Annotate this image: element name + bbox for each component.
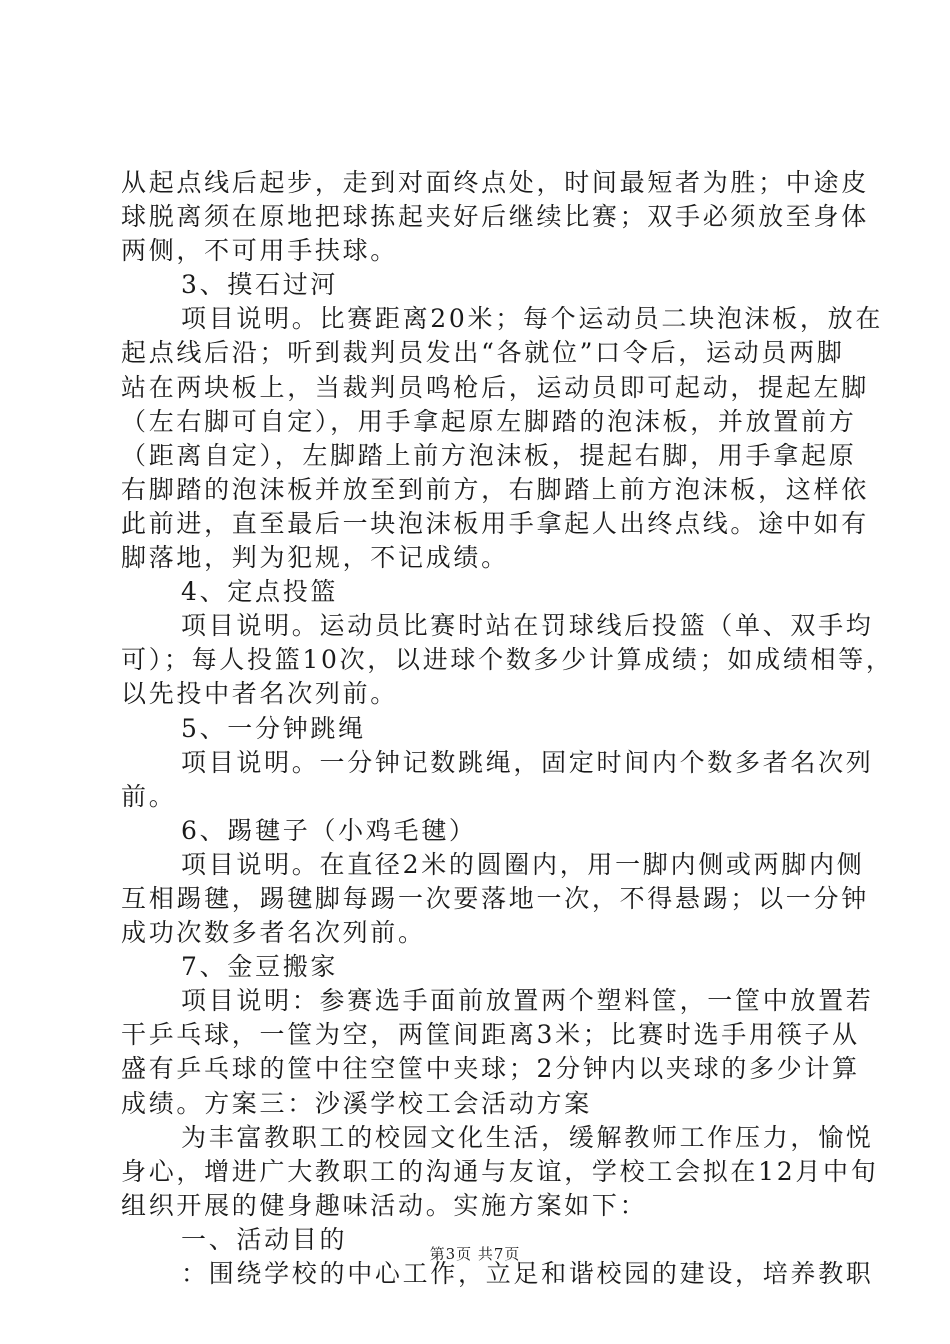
text-line: 4、定点投篮 [181,577,339,607]
text-line: 6、踢毽子（小鸡毛毽） [181,815,477,845]
text-line: 此前进，直至最后一块泡沫板用手拿起人出终点线。途中如有 [121,508,869,538]
text-line: 成功次数多者名次列前。 [121,918,426,948]
text-line: （左右脚可自定），用手拿起原左脚踏的泡沫板，并放置前方 [121,406,857,436]
text-line: ：围绕学校的中心工作，立足和谐校园的建设，培养教职 [181,1259,874,1288]
text-line: 站在两块板上，当裁判员鸣枪后，运动员即可起动，提起左脚 [121,372,869,402]
text-line: 为丰富教职工的校园文化生活，缓解教师工作压力，愉悦 [181,1122,874,1152]
text-line: 身心，增进广大教职工的沟通与友谊，学校工会拟在12月中旬 [121,1156,879,1186]
text-line: 可）；每人投篮10次，以进球个数多少计算成绩；如成绩相等， [121,645,894,675]
text-line: 项目说明。运动员比赛时站在罚球线后投篮（单、双手均 [181,611,874,641]
text-line: 项目说明。一分钟记数跳绳，固定时间内个数多者名次列 [181,747,874,777]
document-body [121,166,894,1291]
text-line: 从起点线后起步，走到对面终点处，时间最短者为胜；中途皮 [121,168,869,197]
text-line: （距离自定），左脚踏上前方泡沫板，提起右脚，用手拿起原 [121,440,857,470]
text-line: 3、摸石过河 [181,270,339,300]
text-line: 项目说明：参赛选手面前放置两个塑料筐，一筐中放置若 [181,986,874,1016]
text-line: 一、活动目的 [181,1224,348,1254]
text-line: 5、一分钟跳绳 [181,713,366,743]
text-line: 脚落地，判为犯规，不记成绩。 [121,543,509,573]
text-line: 互相踢毽，踢毽脚每踢一次要落地一次，不得悬踢；以一分钟 [121,883,869,913]
text-line: 成绩。方案三：沙溪学校工会活动方案 [121,1088,592,1118]
text-line: 7、金豆搬家 [181,952,339,982]
text-line: 起点线后沿；听到裁判员发出“各就位”口令后，运动员两脚 [121,338,845,368]
text-line: 项目说明。在直径2米的圆圈内，用一脚内侧或两脚内侧 [181,849,865,879]
text-line: 球脱离须在原地把球拣起夹好后继续比赛；双手必须放至身体 [121,202,869,232]
page-number-footer: 第3页 共7页 [429,1245,521,1263]
text-line: 以先投中者名次列前。 [121,679,399,709]
text-line: 两侧，不可用手扶球。 [121,236,399,266]
text-line: 组织开展的健身趣味活动。实施方案如下： [121,1190,648,1220]
text-line: 右脚踏的泡沫板并放至到前方，右脚踏上前方泡沫板，这样依 [121,474,869,504]
text-line: 项目说明。比赛距离20米；每个运动员二块泡沫板，放在 [181,304,884,334]
text-line: 前。 [121,781,177,811]
text-line: 盛有乒乓球的筐中往空筐中夹球；2分钟内以夹球的多少计算 [121,1054,860,1084]
text-line: 干乒乓球，一筐为空，两筐间距离3米；比赛时选手用筷子从 [121,1020,860,1050]
